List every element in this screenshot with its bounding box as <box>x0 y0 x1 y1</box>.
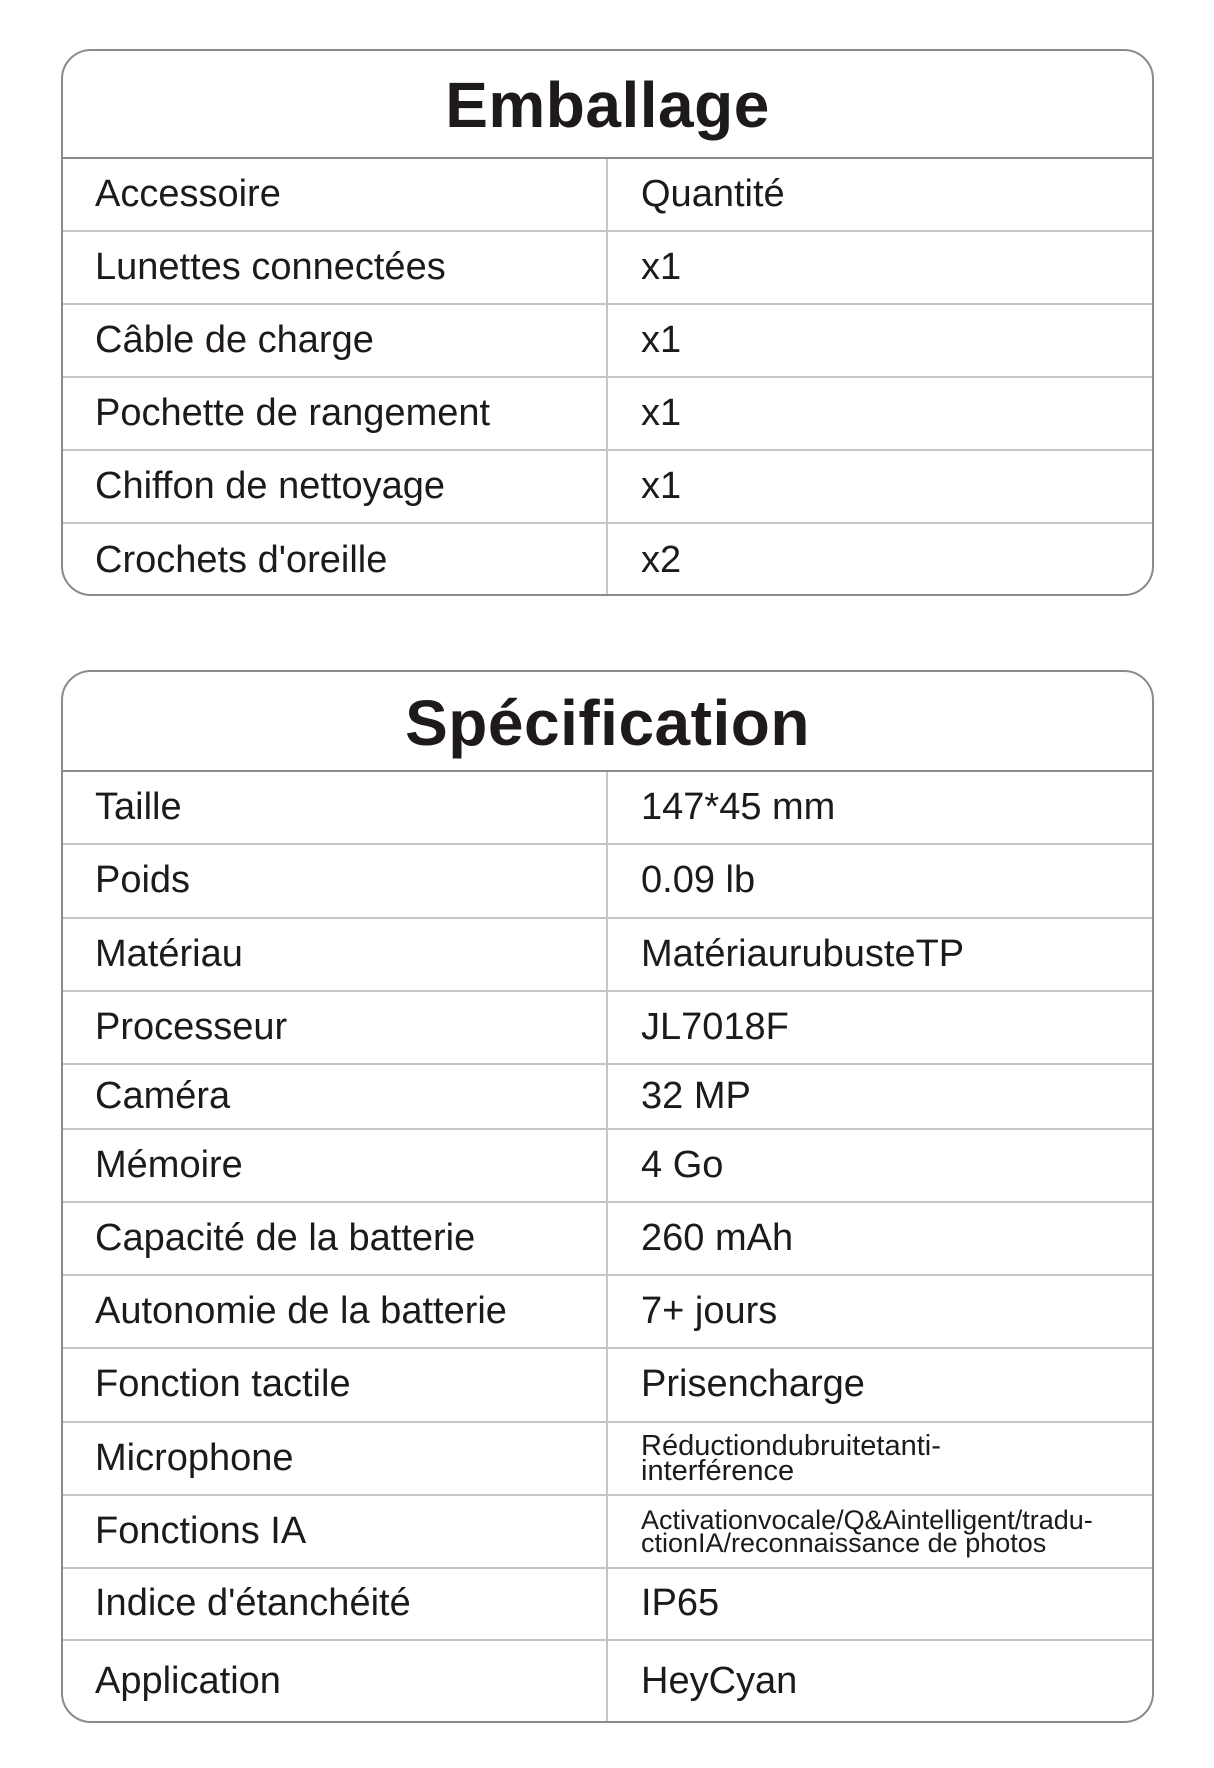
spec-label: Taille <box>63 772 608 843</box>
specification-title: Spécification <box>63 672 1152 772</box>
table-row <box>63 772 1152 845</box>
spec-value-line: Activationvocale/Q&Aintelligent/tradu- <box>641 1504 1093 1535</box>
accessory-name: Lunettes connectées <box>63 232 608 303</box>
table-row <box>63 1569 1152 1641</box>
spec-label: Autonomie de la batterie <box>63 1276 608 1347</box>
table-row <box>63 524 1152 596</box>
table-row <box>63 1130 1152 1203</box>
table-row <box>63 1423 1152 1496</box>
accessory-name: Câble de charge <box>63 305 608 376</box>
spec-value: 32 MP <box>641 1074 751 1117</box>
spec-value: IP65 <box>641 1582 720 1625</box>
spec-label: Fonction tactile <box>63 1349 608 1421</box>
table-row <box>63 1349 1152 1423</box>
header-accessory: Accessoire <box>63 159 608 230</box>
table-row <box>63 919 1152 992</box>
spec-value: 4 Go <box>641 1143 724 1186</box>
table-row <box>63 992 1152 1065</box>
packaging-table <box>61 49 1154 596</box>
accessory-quantity: x1 <box>641 318 682 361</box>
header-quantity: Quantité <box>641 172 785 215</box>
spec-value: 260 mAh <box>641 1216 794 1259</box>
accessory-quantity: x1 <box>641 464 682 507</box>
table-row <box>63 1276 1152 1349</box>
spec-label: Application <box>63 1641 608 1722</box>
spec-label: Mémoire <box>63 1130 608 1201</box>
spec-value-line: Réductiondubruitetanti- <box>641 1429 941 1462</box>
table-row <box>63 1496 1152 1569</box>
accessory-quantity: x2 <box>641 538 682 581</box>
spec-value-multiline <box>608 1496 1152 1567</box>
spec-value: HeyCyan <box>641 1659 798 1702</box>
spec-label: Poids <box>63 845 608 917</box>
spec-value: MatériaurubusteTP <box>641 932 965 975</box>
spec-value-line: interférence <box>641 1454 795 1487</box>
table-row <box>63 1065 1152 1130</box>
packaging-title: Emballage <box>63 51 1152 159</box>
spec-label: Microphone <box>63 1423 608 1494</box>
spec-value: 7+ jours <box>641 1289 778 1332</box>
spec-value: 0.09 lb <box>641 859 756 902</box>
packaging-header-row <box>63 159 1152 232</box>
table-row <box>63 232 1152 305</box>
table-row <box>63 845 1152 919</box>
spec-label: Processeur <box>63 992 608 1063</box>
spec-value-multiline <box>608 1423 1152 1494</box>
specification-table <box>61 670 1154 1723</box>
spec-label: Matériau <box>63 919 608 990</box>
table-row <box>63 378 1152 451</box>
table-row <box>63 451 1152 524</box>
accessory-quantity: x1 <box>641 391 682 434</box>
spec-label: Caméra <box>63 1065 608 1128</box>
spec-value: JL7018F <box>641 1005 789 1048</box>
spec-label: Capacité de la batterie <box>63 1203 608 1274</box>
spec-value-line: ctionIA/reconnaissance de photos <box>641 1527 1047 1558</box>
table-row <box>63 1641 1152 1722</box>
spec-value: 147*45 mm <box>641 785 836 828</box>
accessory-name: Crochets d'oreille <box>63 524 608 596</box>
accessory-name: Pochette de rangement <box>63 378 608 449</box>
spec-value: Prisencharge <box>641 1363 865 1406</box>
accessory-quantity: x1 <box>641 245 682 288</box>
table-row <box>63 305 1152 378</box>
spec-label: Indice d'étanchéité <box>63 1569 608 1639</box>
table-row <box>63 1203 1152 1276</box>
accessory-name: Chiffon de nettoyage <box>63 451 608 522</box>
spec-label: Fonctions IA <box>63 1496 608 1567</box>
